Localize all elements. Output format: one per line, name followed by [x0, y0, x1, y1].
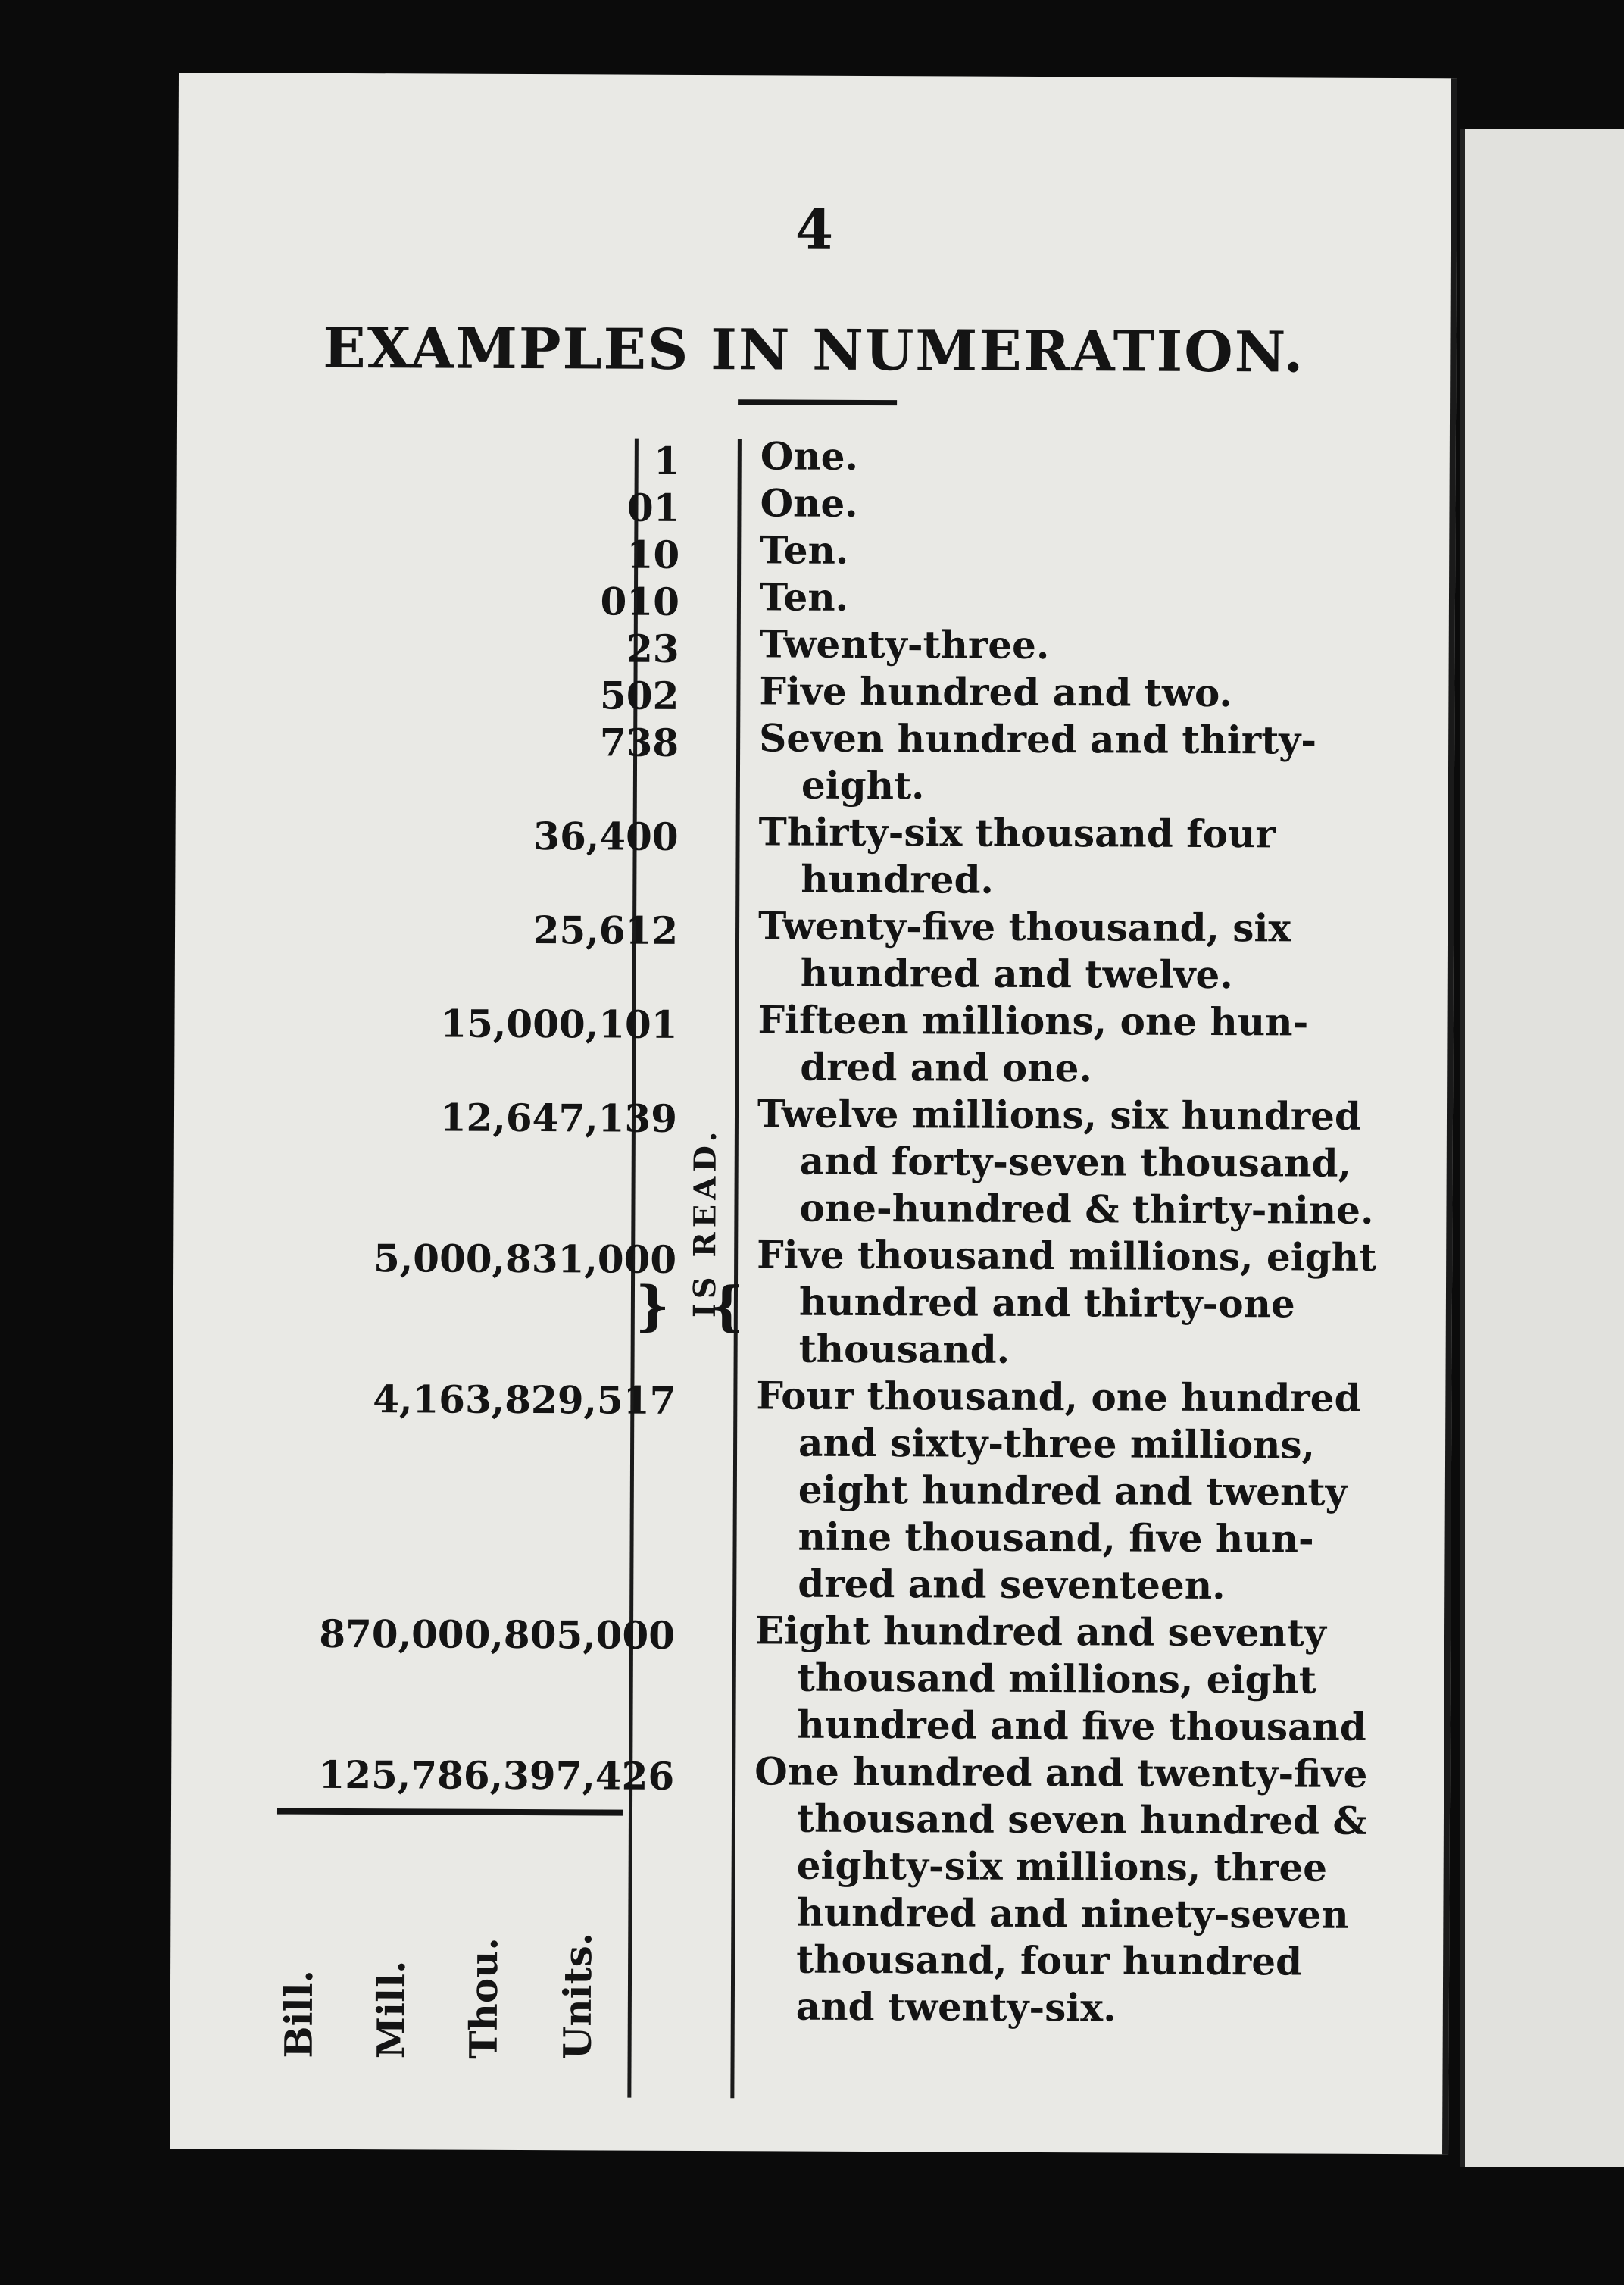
reading-line: Twelve millions, six hundred: [757, 1091, 1362, 1139]
adjacent-page-edge: [1460, 129, 1624, 2167]
example-number: 4,163,829,517: [373, 1377, 676, 1423]
example-reading: [760, 433, 1366, 482]
example-number: 1: [653, 438, 680, 483]
example-reading: [758, 808, 1365, 905]
reading-line: Twenty-three.: [759, 621, 1050, 668]
page-number: 4: [795, 196, 834, 261]
reading-line: thousand seven hundred &: [796, 1796, 1367, 1843]
reading-line: Seven hundred and thirty-: [759, 715, 1317, 763]
example-reading: [757, 996, 1364, 1092]
example-reading: [754, 1607, 1366, 1750]
period-label-billions: Bill.: [276, 1969, 322, 2058]
page-title: EXAMPLES IN NUMERATION.: [323, 315, 1305, 386]
example-number: 01: [626, 485, 680, 530]
reading-line: hundred and twelve.: [800, 950, 1233, 998]
reading-line: thousand.: [798, 1326, 1010, 1372]
reading-line: Twenty-five thousand, six: [757, 903, 1291, 951]
reading-line: and sixty-three millions,: [798, 1420, 1316, 1468]
is-read-label: IS READ.: [686, 1127, 723, 1318]
reading-line: Ten.: [760, 527, 849, 573]
reading-line: Thirty-six thousand four: [758, 809, 1276, 857]
example-number: 23: [626, 626, 679, 671]
example-number: 25,612: [532, 908, 679, 953]
reading-line: One hundred and twenty-five: [754, 1749, 1368, 1796]
example-number: 36,400: [533, 814, 679, 859]
example-reading: [758, 902, 1365, 999]
example-reading: [757, 1231, 1377, 1374]
example-number: 5,000,831,000: [373, 1236, 677, 1282]
reading-line: eight.: [801, 762, 925, 808]
reading-line: eight hundred and twenty: [798, 1467, 1348, 1514]
example-number: 870,000,805,000: [319, 1611, 676, 1658]
reading-line: hundred and thirty-one: [798, 1279, 1295, 1327]
reading-line: and twenty-six.: [795, 1983, 1116, 2030]
reading-line: Ten.: [759, 574, 849, 620]
example-number: 15,000,101: [440, 1001, 678, 1047]
period-label-millions: Mill.: [368, 1960, 414, 2059]
reading-line: hundred.: [801, 856, 995, 902]
reading-line: thousand, four hundred: [796, 1936, 1303, 1984]
periods-rule: [277, 1808, 623, 1816]
reading-line: and forty-seven thousand,: [799, 1138, 1352, 1186]
reading-line: one-hundred & thirty-nine.: [799, 1185, 1374, 1233]
period-label-units: Units.: [554, 1932, 601, 2060]
example-reading: [755, 1372, 1362, 1609]
reading-line: One.: [760, 480, 858, 526]
example-reading: [757, 1090, 1374, 1233]
reading-line: Five hundred and two.: [759, 668, 1233, 716]
example-number: 738: [599, 720, 679, 765]
reading-line: hundred and ninety-seven: [796, 1890, 1349, 1937]
reading-line: hundred and five thousand: [797, 1702, 1366, 1749]
reading-line: eighty-six millions, three: [796, 1843, 1328, 1890]
reading-line: One.: [760, 433, 859, 479]
example-number: 12,647,139: [439, 1095, 678, 1141]
reading-line: Five thousand millions, eight: [757, 1232, 1377, 1280]
example-reading: [760, 574, 1366, 623]
reading-line: dred and seventeen.: [798, 1561, 1226, 1608]
period-label-thousands: Thou.: [461, 1936, 507, 2059]
example-number: 010: [600, 579, 680, 624]
example-number: 125,786,397,426: [318, 1752, 675, 1799]
title-rule: [738, 399, 897, 405]
example-reading: [760, 480, 1366, 529]
right-brace-point: {: [709, 1274, 745, 1338]
example-reading: [760, 620, 1366, 670]
reading-line: nine thousand, five hun-: [798, 1514, 1314, 1561]
reading-line: dred and one.: [800, 1044, 1092, 1091]
reading-line: Eight hundred and seventy: [754, 1608, 1327, 1655]
example-reading: [760, 527, 1366, 576]
left-brace-point: }: [635, 1274, 670, 1337]
book-page: [170, 73, 1457, 2154]
example-reading: [759, 714, 1366, 811]
reading-line: Four thousand, one hundred: [756, 1373, 1361, 1421]
example-reading: [754, 1748, 1368, 2032]
example-number: 502: [599, 673, 679, 718]
reading-line: thousand millions, eight: [797, 1655, 1317, 1702]
example-reading: [759, 667, 1365, 717]
example-number: 10: [626, 532, 680, 577]
right-brace-line: [730, 439, 742, 2098]
reading-line: Fifteen millions, one hun-: [757, 997, 1309, 1045]
